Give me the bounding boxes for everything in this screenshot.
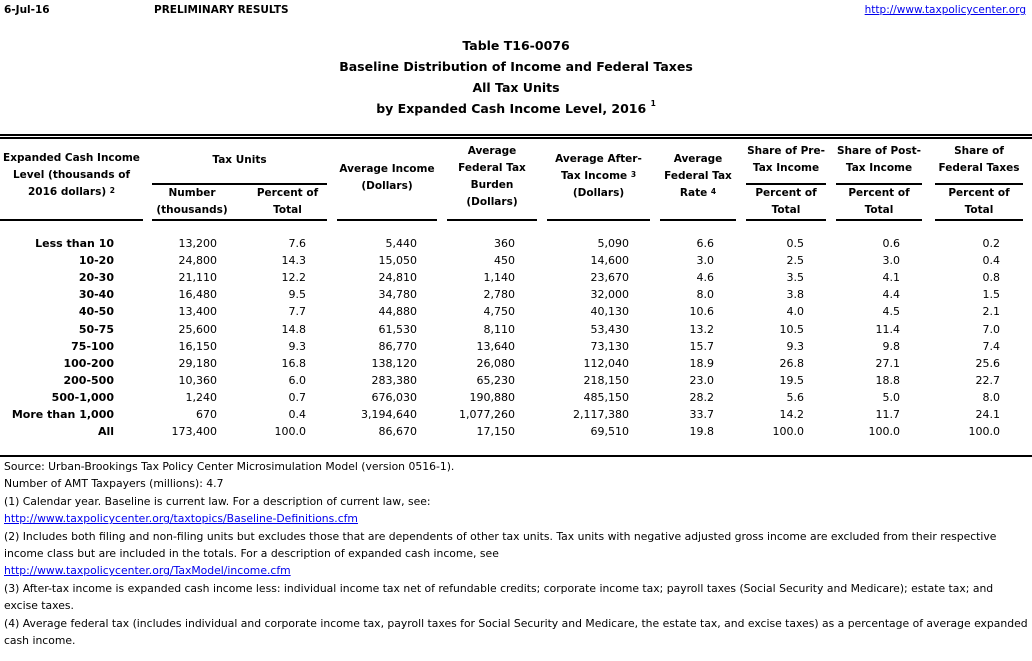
cell-income-level: Less than 10 xyxy=(35,237,114,250)
cell-share-fedtax: 7.4 xyxy=(982,339,1000,353)
cell-percent: 9.3 xyxy=(288,339,306,353)
cell-share-fedtax: 24.1 xyxy=(975,408,1000,421)
cell-number: 10,360 xyxy=(178,373,217,387)
cell-avg-burden: 8,110 xyxy=(483,322,515,336)
preliminary-label: PRELIMINARY RESULTS xyxy=(154,4,289,16)
cell-percent: 7.7 xyxy=(288,305,306,319)
cell-avg-burden: 4,750 xyxy=(483,305,515,319)
cell-number: 173,400 xyxy=(171,425,217,439)
baseline-definitions-link[interactable]: http://www.taxpolicycenter.org/taxtopics/Baseline-Definitions.cfm xyxy=(4,512,358,526)
cell-percent: 100.0 xyxy=(274,425,306,439)
cell-tax-rate: 3.0 xyxy=(696,254,714,268)
cell-number: 670 xyxy=(196,408,217,421)
cell-income-level: 500-1,000 xyxy=(51,390,114,404)
header-average-income: Average Income (Dollars) xyxy=(339,163,435,192)
cell-share-pretax: 14.2 xyxy=(779,408,804,421)
header-share-fedtax-percent: Percent of Total xyxy=(948,187,1010,216)
cell-share-pretax: 3.8 xyxy=(786,288,804,302)
cell-income-level: 10-20 xyxy=(78,254,114,268)
header-rule-income xyxy=(337,219,437,221)
cell-avg-income: 3,194,640 xyxy=(361,408,417,421)
cell-percent: 7.6 xyxy=(288,237,306,250)
cell-avg-burden: 450 xyxy=(494,254,515,268)
table-row xyxy=(0,355,1032,372)
cell-number: 24,800 xyxy=(178,254,217,268)
cell-share-posttax: 11.4 xyxy=(875,322,900,336)
amt-note: Number of AMT Taxpayers (millions): 4.7 xyxy=(4,477,224,491)
cell-percent: 14.3 xyxy=(281,254,306,268)
footnote-1: (1) Calendar year. Baseline is current law. For a description of current law, see: xyxy=(4,494,431,508)
cell-avg-income: 86,670 xyxy=(378,425,417,439)
cell-after-tax: 32,000 xyxy=(590,288,629,302)
cell-avg-income: 15,050 xyxy=(378,254,417,268)
cell-tax-rate: 15.7 xyxy=(689,339,714,353)
cell-share-posttax: 9.8 xyxy=(882,339,900,353)
cell-income-level: 20-30 xyxy=(78,271,114,285)
cell-number: 16,150 xyxy=(178,339,217,353)
table-row xyxy=(0,303,1032,320)
table-row xyxy=(0,321,1032,338)
cell-share-pretax: 26.8 xyxy=(779,356,804,370)
table-row xyxy=(0,406,1032,423)
cell-share-posttax: 3.0 xyxy=(882,254,900,268)
cell-share-pretax: 3.5 xyxy=(786,271,804,285)
table-row xyxy=(0,372,1032,389)
header-percent-of-total: Percent of Total xyxy=(256,187,319,216)
cell-share-fedtax: 8.0 xyxy=(982,390,1000,404)
cell-income-level: 30-40 xyxy=(78,288,114,302)
cell-number: 25,600 xyxy=(178,322,217,336)
cell-tax-rate: 8.0 xyxy=(696,288,714,302)
cell-share-fedtax: 22.7 xyxy=(975,373,1000,387)
cell-share-posttax: 100.0 xyxy=(868,425,900,439)
table-subtitle-units: All Tax Units xyxy=(472,80,560,95)
cell-share-pretax: 19.5 xyxy=(779,373,804,387)
cell-tax-rate: 13.2 xyxy=(689,322,714,336)
bottom-rule xyxy=(0,455,1032,457)
cell-tax-rate: 6.6 xyxy=(696,237,714,250)
cell-tax-rate: 28.2 xyxy=(689,390,714,404)
header-rule-level xyxy=(0,219,143,221)
cell-income-level: 75-100 xyxy=(71,339,114,353)
footnote-4a: (4) Average federal tax (includes individual and corporate income tax, payroll taxes for Social Security and Medicare, the estate tax, and excise taxes) as a percentage of average expanded xyxy=(4,616,1028,630)
cell-after-tax: 2,117,380 xyxy=(573,408,629,421)
cell-share-pretax: 5.6 xyxy=(786,390,804,404)
cell-share-pretax: 9.3 xyxy=(786,339,804,353)
cell-avg-burden: 65,230 xyxy=(476,373,515,387)
cell-avg-burden: 1,077,260 xyxy=(459,408,515,421)
report-date: 6-Jul-16 xyxy=(4,4,50,16)
cell-income-level: 40-50 xyxy=(78,305,114,319)
cell-number: 29,180 xyxy=(178,356,217,370)
footnotes xyxy=(4,458,1028,649)
header-average-tax-rate: Average Federal Tax Rate $^4$ xyxy=(664,153,732,199)
header-rule-units xyxy=(152,219,327,221)
cell-number: 21,110 xyxy=(178,271,217,285)
cell-share-pretax: 10.5 xyxy=(779,322,804,336)
table-row xyxy=(0,389,1032,406)
cell-share-pretax: 100.0 xyxy=(772,425,804,439)
income-definition-link[interactable]: http://www.taxpolicycenter.org/TaxModel/income.cfm xyxy=(4,564,291,578)
cell-share-fedtax: 100.0 xyxy=(968,425,1000,439)
cell-after-tax: 53,430 xyxy=(590,322,629,336)
header-rule-rate xyxy=(660,219,736,221)
footnote-2b: income class but are included in the totals. For a description of expanded cash income, see xyxy=(4,547,499,561)
cell-share-pretax: 4.0 xyxy=(786,305,804,319)
cell-share-posttax: 0.6 xyxy=(882,237,900,250)
cell-tax-rate: 23.0 xyxy=(689,373,714,387)
cell-avg-income: 283,380 xyxy=(371,373,417,387)
table-row xyxy=(0,269,1032,286)
footnote-2a: (2) Includes both filing and non-filing units but excludes those that are dependents of other tax units. Tax units with negative adjusted gross income are excluded from their respective xyxy=(4,529,997,543)
cell-income-level: 50-75 xyxy=(78,322,114,336)
header-share-posttax-income: Share of Post- Tax Income xyxy=(836,145,922,174)
cell-after-tax: 40,130 xyxy=(590,305,629,319)
table-row xyxy=(0,338,1032,355)
cell-after-tax: 5,090 xyxy=(597,237,629,250)
cell-after-tax: 69,510 xyxy=(590,425,629,439)
cell-tax-rate: 10.6 xyxy=(689,305,714,319)
table-row xyxy=(0,252,1032,269)
footnote-3b: excise taxes. xyxy=(4,599,74,613)
top-double-rule-1 xyxy=(0,134,1032,136)
cell-avg-income: 24,810 xyxy=(378,271,417,285)
cell-income-level: More than 1,000 xyxy=(11,408,114,421)
cell-percent: 12.2 xyxy=(281,271,306,285)
cell-share-posttax: 4.4 xyxy=(882,288,900,302)
cell-tax-rate: 4.6 xyxy=(696,271,714,285)
cell-avg-burden: 1,140 xyxy=(483,271,515,285)
header-share-federal-taxes: Share of Federal Taxes xyxy=(938,145,1020,174)
cell-number: 13,400 xyxy=(178,305,217,319)
header-rule-fedtax xyxy=(935,219,1023,221)
source-note: Source: Urban-Brookings Tax Policy Center Microsimulation Model (version 0516-1). xyxy=(4,460,455,473)
cell-share-posttax: 4.5 xyxy=(882,305,900,319)
header-number: Number (thousands) xyxy=(156,187,228,216)
cell-share-fedtax: 7.0 xyxy=(982,322,1000,336)
header-income-level: Expanded Cash Income Level (thousands of 2016 dollars) $^2$ xyxy=(3,152,140,198)
cell-after-tax: 218,150 xyxy=(583,373,629,387)
header-average-tax-burden: Average Federal Tax Burden (Dollars) xyxy=(458,145,526,208)
cell-after-tax: 112,040 xyxy=(583,356,629,370)
header-rule-pretax xyxy=(746,219,826,221)
cell-share-posttax: 18.8 xyxy=(875,373,900,387)
cell-share-fedtax: 1.5 xyxy=(982,288,1000,302)
cell-after-tax: 73,130 xyxy=(590,339,629,353)
table-row xyxy=(0,235,1032,252)
cell-number: 13,200 xyxy=(178,237,217,250)
cell-avg-income: 676,030 xyxy=(371,390,417,404)
cell-share-fedtax: 0.2 xyxy=(982,237,1000,250)
cell-income-level: All xyxy=(97,425,114,439)
footnote-4b: cash income. xyxy=(4,634,76,648)
table-title: Baseline Distribution of Income and Federal Taxes xyxy=(339,59,693,74)
cell-avg-burden: 26,080 xyxy=(476,356,515,370)
cell-after-tax: 485,150 xyxy=(583,390,629,404)
cell-share-pretax: 0.5 xyxy=(786,237,804,250)
cell-share-posttax: 27.1 xyxy=(875,356,900,370)
cell-share-posttax: 4.1 xyxy=(882,271,900,285)
header-share-posttax-percent: Percent of Total xyxy=(848,187,910,216)
cell-avg-burden: 2,780 xyxy=(483,288,515,302)
taxpolicycenter-link[interactable]: http://www.taxpolicycenter.org xyxy=(864,4,1026,16)
cell-avg-income: 138,120 xyxy=(371,356,417,370)
cell-share-pretax: 2.5 xyxy=(786,254,804,268)
cell-avg-income: 86,770 xyxy=(378,339,417,353)
cell-percent: 9.5 xyxy=(288,288,306,302)
header-tax-units-group: Tax Units xyxy=(212,154,267,166)
top-double-rule-2 xyxy=(0,137,1032,139)
cell-avg-income: 34,780 xyxy=(378,288,417,302)
header-rule-posttax xyxy=(836,219,922,221)
cell-avg-income: 61,530 xyxy=(378,322,417,336)
header-share-pretax-percent: Percent of Total xyxy=(755,187,817,216)
cell-avg-income: 5,440 xyxy=(385,237,417,250)
cell-share-fedtax: 0.4 xyxy=(982,254,1000,268)
table-subtitle-level: by Expanded Cash Income Level, 2016 $^1$ xyxy=(376,99,656,116)
cell-avg-burden: 17,150 xyxy=(476,425,515,439)
cell-income-level: 100-200 xyxy=(63,356,114,370)
cell-percent: 0.7 xyxy=(288,390,306,404)
cell-percent: 16.8 xyxy=(281,356,306,370)
cell-avg-income: 44,880 xyxy=(378,305,417,319)
cell-share-posttax: 5.0 xyxy=(882,390,900,404)
cell-percent: 14.8 xyxy=(281,322,306,336)
cell-tax-rate: 19.8 xyxy=(689,425,714,439)
cell-percent: 6.0 xyxy=(288,373,306,387)
cell-tax-rate: 18.9 xyxy=(689,356,714,370)
header-average-after-tax-income: Average After- Tax Income $^3$ (Dollars) xyxy=(555,153,642,199)
header-share-pretax-income: Share of Pre- Tax Income xyxy=(747,145,825,174)
cell-number: 16,480 xyxy=(178,288,217,302)
cell-tax-rate: 33.7 xyxy=(689,408,714,421)
cell-after-tax: 14,600 xyxy=(590,254,629,268)
table-id: Table T16-0076 xyxy=(462,38,570,53)
header-rule-aftertax xyxy=(547,219,650,221)
table-row xyxy=(0,423,1032,440)
cell-share-fedtax: 25.6 xyxy=(975,356,1000,370)
cell-number: 1,240 xyxy=(185,390,217,404)
cell-avg-burden: 360 xyxy=(494,237,515,250)
header-rule-burden xyxy=(447,219,537,221)
cell-share-fedtax: 0.8 xyxy=(982,271,1000,285)
cell-avg-burden: 13,640 xyxy=(476,339,515,353)
cell-percent: 0.4 xyxy=(288,408,306,421)
cell-after-tax: 23,670 xyxy=(590,271,629,285)
cell-income-level: 200-500 xyxy=(63,373,114,387)
cell-avg-burden: 190,880 xyxy=(469,390,515,404)
footnote-3a: (3) After-tax income is expanded cash income less: individual income tax net of refundable credits; corporate income tax; payroll taxes (Social Security and Medicare); estate tax; and xyxy=(4,581,994,595)
cell-share-posttax: 11.7 xyxy=(875,408,900,421)
table-row xyxy=(0,286,1032,303)
cell-share-fedtax: 2.1 xyxy=(982,305,1000,319)
